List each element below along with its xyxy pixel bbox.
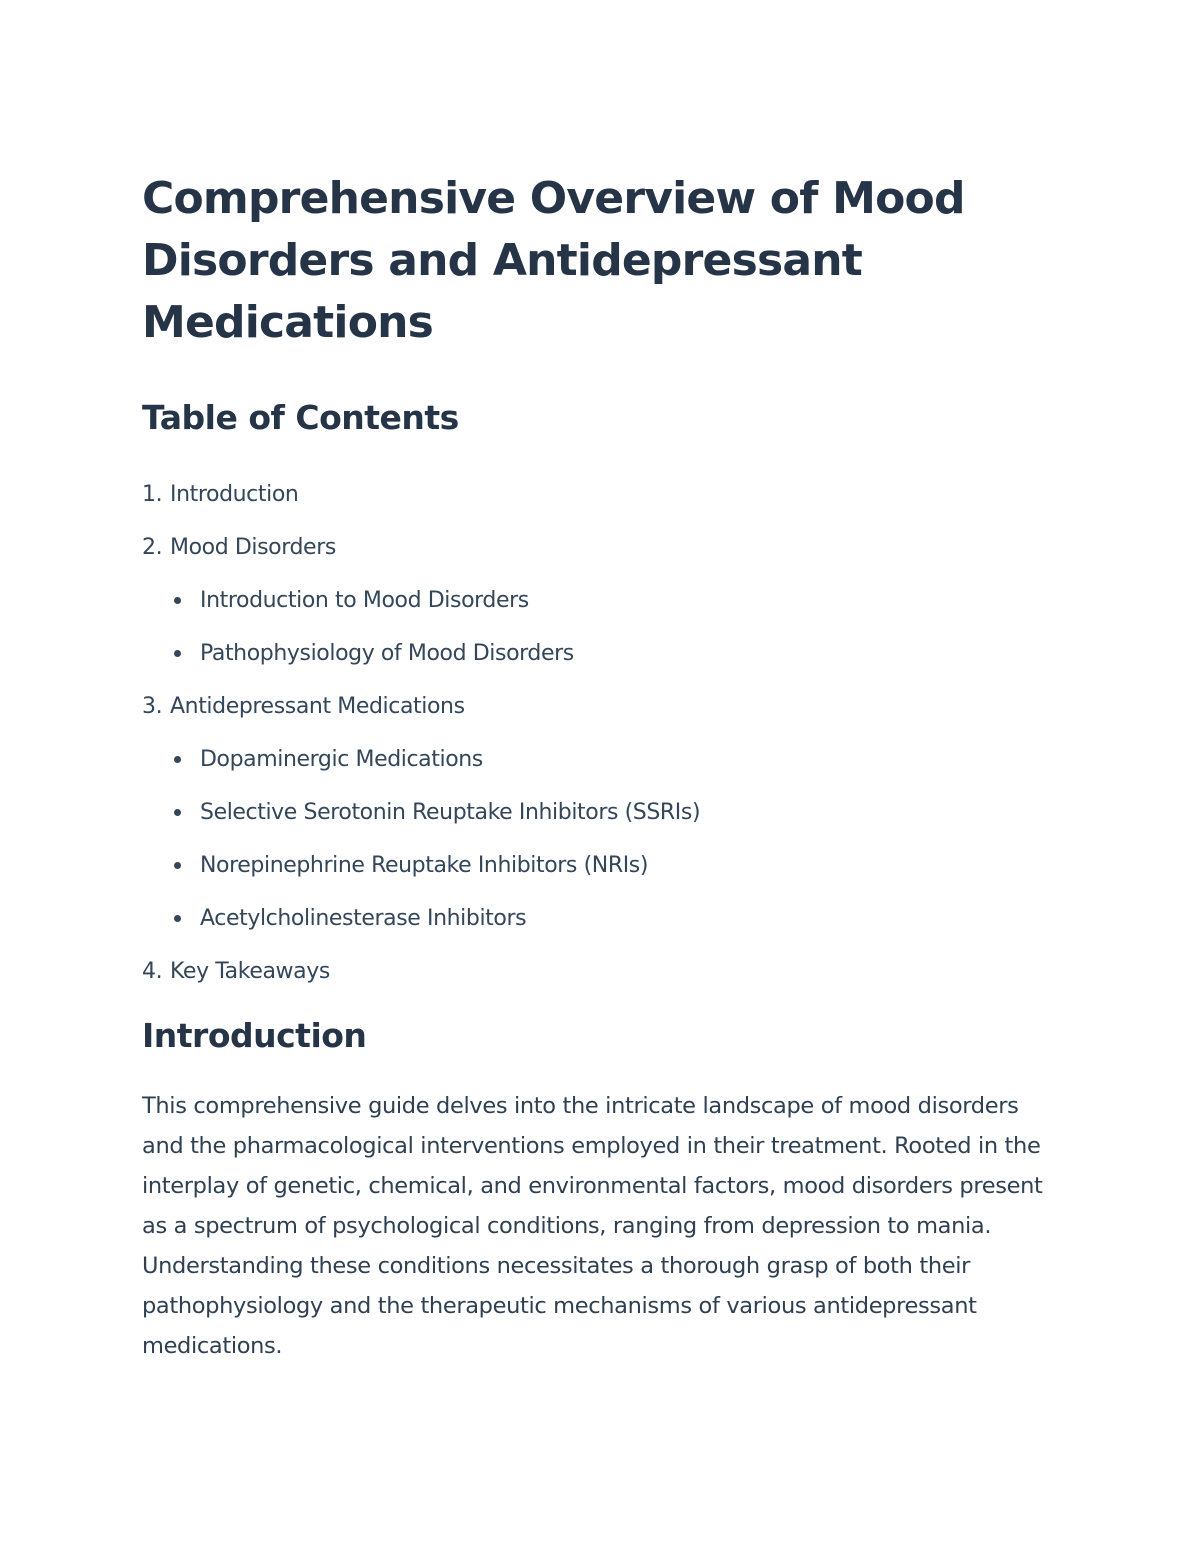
- toc-item-introduction[interactable]: [142, 468, 1062, 521]
- toc-subitem-label: Norepinephrine Reuptake Inhibitors (NRIs): [200, 853, 649, 878]
- toc-item-label: Key Takeaways: [170, 959, 330, 984]
- toc-heading: Table of Contents: [142, 398, 459, 437]
- bullet-icon: [174, 862, 181, 869]
- toc-item-number: 2.: [142, 535, 163, 560]
- bullet-icon: [174, 756, 181, 763]
- document-page: [142, 168, 1062, 1366]
- document-title: Comprehensive Overview of Mood Disorders and Antidepressant Medications: [142, 173, 965, 348]
- toc-item-number: 4.: [142, 959, 163, 984]
- toc-item-mood-disorders[interactable]: [142, 521, 1062, 680]
- toc-item-antidepressant-medications[interactable]: [142, 680, 1062, 945]
- toc-subitem-label: Pathophysiology of Mood Disorders: [200, 641, 574, 666]
- toc-subitem-acetylcholinesterase[interactable]: [172, 892, 1062, 945]
- toc-subitem-pathophysiology[interactable]: [172, 627, 1062, 680]
- toc-subitem-label: Acetylcholinesterase Inhibitors: [200, 906, 527, 931]
- toc-item-label: Antidepressant Medications: [170, 694, 465, 719]
- toc-item-label: Mood Disorders: [170, 535, 336, 560]
- bullet-icon: [174, 915, 181, 922]
- toc-subitem-introduction-to-mood-disorders[interactable]: [172, 574, 1062, 627]
- toc-subitem-nris[interactable]: [172, 839, 1062, 892]
- toc-subitem-label: Introduction to Mood Disorders: [200, 588, 529, 613]
- bullet-icon: [174, 650, 181, 657]
- toc-item-number: 3.: [142, 694, 163, 719]
- bullet-icon: [174, 809, 181, 816]
- toc-subitem-dopaminergic[interactable]: [172, 733, 1062, 786]
- toc-sublist: [142, 733, 1062, 945]
- toc-subitem-label: Dopaminergic Medications: [200, 747, 483, 772]
- toc-item-label: Introduction: [170, 482, 299, 507]
- bullet-icon: [174, 597, 181, 604]
- toc-item-number: 1.: [142, 482, 163, 507]
- introduction-paragraph: This comprehensive guide delves into the intricate landscape of mood disorders and the pharmacological interventions employed in their treatment. Rooted in the interplay of genetic, chemical, and environmental factors, mood disorders present as a spectrum of psychological conditions, ranging from depression to mania. Understanding these conditions necessitates a thorough grasp of both their pathophysiology and the therapeutic mechanisms of various antidepressant medications.: [142, 1093, 1043, 1359]
- toc-item-key-takeaways[interactable]: [142, 945, 1062, 998]
- toc-subitem-ssris[interactable]: [172, 786, 1062, 839]
- introduction-heading: Introduction: [142, 1016, 367, 1055]
- toc-subitem-label: Selective Serotonin Reuptake Inhibitors (SSRIs): [200, 800, 701, 825]
- table-of-contents: [142, 468, 1062, 998]
- toc-sublist: [142, 574, 1062, 680]
